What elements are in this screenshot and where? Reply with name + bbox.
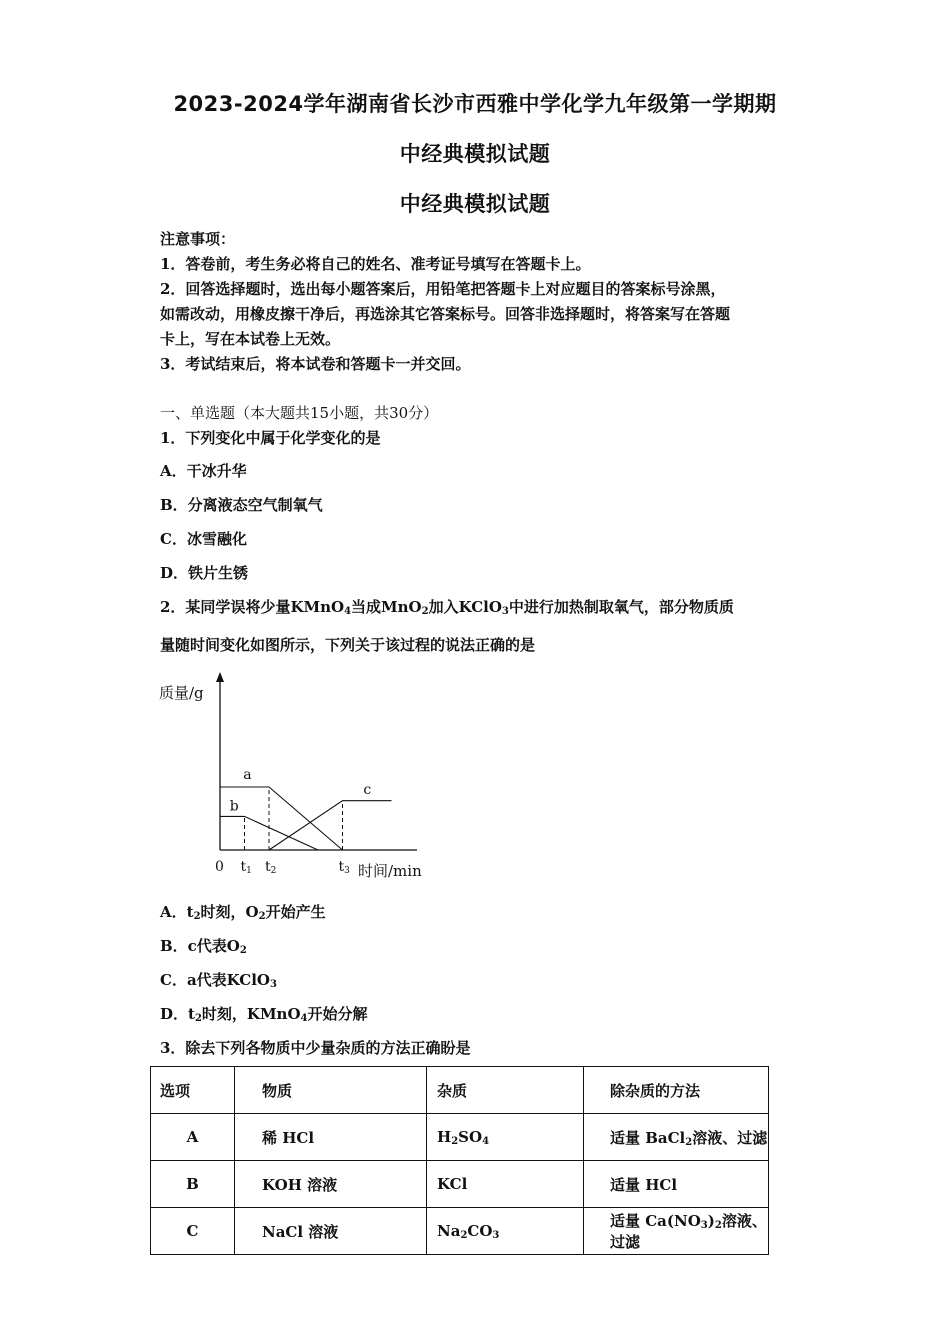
y-axis-label: 质量/g [159, 684, 204, 702]
y-axis-arrow [216, 672, 224, 682]
table-cell-substance: NaCl 溶液 [235, 1208, 427, 1255]
table-cell-option: B [151, 1161, 235, 1208]
notice-line: 如需改动，用橡皮擦干净后，再选涂其它答案标号。回答非选择题时，将答案写在答题 [160, 305, 731, 323]
q1-option-a: A．干冰升华 [160, 462, 247, 480]
table-cell-substance: 稀 HCl [235, 1114, 427, 1161]
tick-label-t1: t1 [240, 859, 252, 876]
x-axis-label: 时间/min [358, 862, 422, 880]
q2-option-b: B．c代表$O_2$ [160, 937, 247, 956]
tick-label-t3: t3 [338, 859, 350, 876]
notice-line: 卡上，写在本试卷上无效。 [160, 330, 341, 348]
table-row [151, 1114, 769, 1161]
notice-line: 1．答卷前，考生务必将自己的姓名、准考证号填写在答题卡上。 [160, 255, 591, 273]
page-title-line1: 2023-2024学年湖南省长沙市西雅中学化学九年级第一学期期 [173, 92, 777, 116]
table-cell-method: 适量 BaCl$_2$溶液、过滤 [584, 1114, 769, 1161]
series-a-label: a [243, 767, 252, 784]
notice-line: 3．考试结束后，将本试卷和答题卡一并交回。 [160, 355, 471, 373]
notice-heading: 注意事项： [160, 230, 236, 248]
page-title-line2: 中经典模拟试题 [399, 142, 551, 166]
series-a-line [220, 787, 343, 850]
table-cell-impurity: KCl [427, 1161, 584, 1208]
table-cell-substance: KOH 溶液 [235, 1161, 427, 1208]
tick-label-t1-sub: 1 [246, 866, 252, 876]
table-cell-method: 适量 $Ca(NO_3)_2$溶液、过滤 [584, 1208, 769, 1255]
table-header-cell: 除杂质的方法 [584, 1067, 769, 1114]
table-cell-option: C [151, 1208, 235, 1255]
tick-label-origin: 0 [215, 859, 224, 875]
q3-stem: 3．除去下列各物质中少量杂质的方法正确盼是 [160, 1039, 471, 1057]
table-cell-impurity: $H_2SO_4$ [427, 1114, 584, 1161]
table-cell-option: A [151, 1114, 235, 1161]
q2-stem-line2: 量随时间变化如图所示，下列关于该过程的说法正确的是 [160, 636, 536, 654]
table-cell-impurity: $Na_2CO_3$ [427, 1208, 584, 1255]
tick-label-t2: t2 [265, 859, 277, 876]
table-header-cell: 选项 [151, 1067, 235, 1114]
section-heading: 一、单选题（本大题共15小题，共30分） [160, 404, 439, 422]
page-title-line3: 中经典模拟试题 [399, 192, 551, 216]
series-b-label: b [229, 798, 239, 815]
table-row [151, 1161, 769, 1208]
q1-option-d: D．铁片生锈 [160, 564, 249, 582]
q2-stem-line1: 2．某同学误将少量KMnO$_4$当成MnO$_2$加入KClO$_3$中进行加热制取氧气，部分物质质 [160, 598, 734, 617]
q2-option-d: D．$t_2$时刻，KMnO$_4$开始分解 [160, 1005, 368, 1024]
table-header-cell: 物质 [235, 1067, 427, 1114]
series-c-line [269, 801, 392, 850]
series-c-label: c [363, 781, 372, 798]
q2-option-c: C．a代表KClO$_3$ [160, 971, 277, 990]
table-header-row [151, 1067, 769, 1114]
q1-option-c: C．冰雪融化 [160, 530, 247, 548]
table-row [151, 1208, 769, 1255]
q3-options-table [150, 1066, 769, 1255]
tick-label-t2-sub: 2 [270, 866, 277, 876]
q1-option-b: B．分离液态空气制氧气 [160, 496, 323, 514]
mass-time-chart [155, 668, 435, 880]
table-cell-method: 适量 HCl [584, 1161, 769, 1208]
q2-option-a: A．$t_2$时刻，$O_2$开始产生 [160, 903, 326, 922]
notice-line: 2．回答选择题时，选出每小题答案后，用铅笔把答题卡上对应题目的答案标号涂黑， [160, 280, 726, 298]
tick-label-t3-sub: 3 [344, 866, 350, 876]
table-header-cell: 杂质 [427, 1067, 584, 1114]
q1-stem: 1．下列变化中属于化学变化的是 [160, 429, 381, 447]
